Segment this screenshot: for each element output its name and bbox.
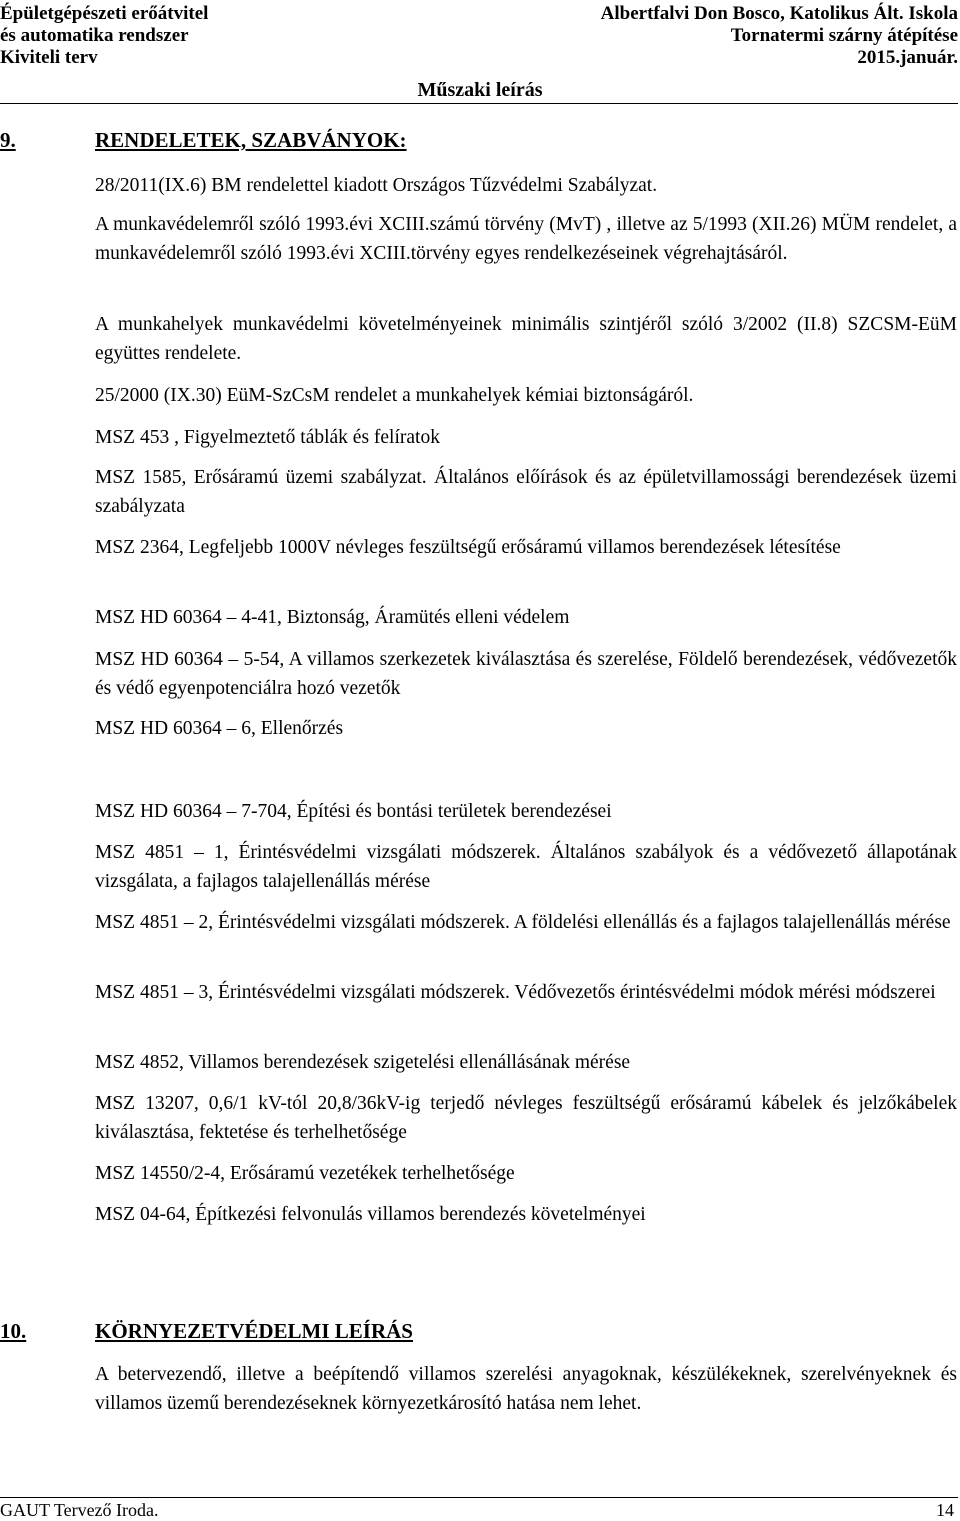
regulation-item: A munkahelyek munkavédelmi követelményeinek minimális szintjéről szóló 3/2002 (II.8) SZCSM-EüM együttes rendelete. bbox=[95, 314, 957, 364]
header-project-line-1: Épületgépészeti erőátvitel bbox=[0, 3, 209, 24]
footer-divider bbox=[0, 1497, 958, 1498]
document-type-title: Műszaki leírás bbox=[417, 79, 543, 101]
regulation-item: MSZ 13207, 0,6/1 kV-tól 20,8/36kV-ig terjedő névleges feszültségű erősáramú kábelek és jelzőkábelek kiválasztása, fektetése és terhelhetősége bbox=[95, 1093, 957, 1143]
regulation-item: MSZ HD 60364 – 6, Ellenőrzés bbox=[95, 718, 344, 739]
header-date: 2015.január. bbox=[857, 47, 958, 68]
regulation-item: MSZ 4852, Villamos berendezések szigetelési ellenállásának mérése bbox=[95, 1052, 631, 1073]
regulation-item: MSZ 4851 – 1, Érintésvédelmi vizsgálati módszerek. Általános szabályok és a védővezető állapotának vizsgálata, a fajlagos talajellenállás mérése bbox=[95, 842, 957, 892]
page-number: 14 bbox=[936, 1500, 954, 1520]
regulation-item: MSZ 04-64, Építkezési felvonulás villamos berendezés követelményei bbox=[95, 1204, 646, 1225]
section-title: KÖRNYEZETVÉDELMI LEÍRÁS bbox=[95, 1319, 413, 1343]
header-client-line-1: Albertfalvi Don Bosco, Katolikus Ált. Iskola bbox=[600, 3, 958, 24]
header-left bbox=[0, 3, 208, 69]
environmental-text: A betervezendő, illetve a beépítendő villamos szerelési anyagoknak, készülékeknek, szerelvényeknek és villamos üzemű berendezéseknek környezetkárosító hatása nem lehet. bbox=[95, 1364, 957, 1414]
regulation-item: MSZ 2364, Legfeljebb 1000V névleges feszültségű erősáramú villamos berendezések létesítése bbox=[95, 537, 841, 558]
section-number: 9. bbox=[0, 128, 16, 152]
header-divider bbox=[0, 103, 958, 104]
regulation-item: MSZ 4851 – 3, Érintésvédelmi vizsgálati módszerek. Védővezetős érintésvédelmi módok mérési módszerei bbox=[95, 982, 936, 1003]
header-right bbox=[601, 3, 958, 69]
regulation-item: MSZ 453 , Figyelmeztető táblák és felíratok bbox=[95, 427, 440, 448]
regulation-item: MSZ HD 60364 – 4-41, Biztonság, Áramütés elleni védelem bbox=[95, 607, 570, 628]
section-number: 10. bbox=[0, 1319, 27, 1343]
regulation-item: MSZ 1585, Erősáramú üzemi szabályzat. Általános előírások és az épületvillamossági berendezések üzemi szabályzata bbox=[95, 467, 957, 517]
regulation-item: 25/2000 (IX.30) EüM-SzCsM rendelet a munkahelyek kémiai biztonságáról. bbox=[95, 385, 694, 406]
regulation-item: 28/2011(IX.6) BM rendelettel kiadott Országos Tűzvédelmi Szabályzat. bbox=[95, 175, 658, 196]
header-project-line-2: és automatika rendszer bbox=[0, 25, 189, 46]
regulation-item: MSZ HD 60364 – 7-704, Építési és bontási területek berendezései bbox=[95, 801, 612, 822]
footer-company: GAUT Tervező Iroda. bbox=[0, 1500, 159, 1520]
regulation-item: MSZ HD 60364 – 5-54, A villamos szerkezetek kiválasztása és szerelése, Földelő berendezések, védővezetők és védő egyenpotenciálra hozó vezetők bbox=[95, 649, 957, 699]
header-project-line-3: Kiviteli terv bbox=[0, 47, 98, 68]
header-client-line-2: Tornatermi szárny átépítése bbox=[730, 25, 958, 46]
regulation-item: MSZ 4851 – 2, Érintésvédelmi vizsgálati módszerek. A földelési ellenállás és a fajlagos talajellenállás mérése bbox=[95, 912, 951, 933]
regulation-item: MSZ 14550/2-4, Erősáramú vezetékek terhelhetősége bbox=[95, 1163, 515, 1184]
section-title: RENDELETEK, SZABVÁNYOK: bbox=[95, 128, 407, 152]
regulation-item: A munkavédelemről szóló 1993.évi XCIII.számú törvény (MvT) , illetve az 5/1993 (XII.26) MÜM rendelet, a munkavédelemről szóló 1993.évi XCIII.törvény egyes rendelkezéseinek végrehajtásáról. bbox=[95, 214, 957, 264]
